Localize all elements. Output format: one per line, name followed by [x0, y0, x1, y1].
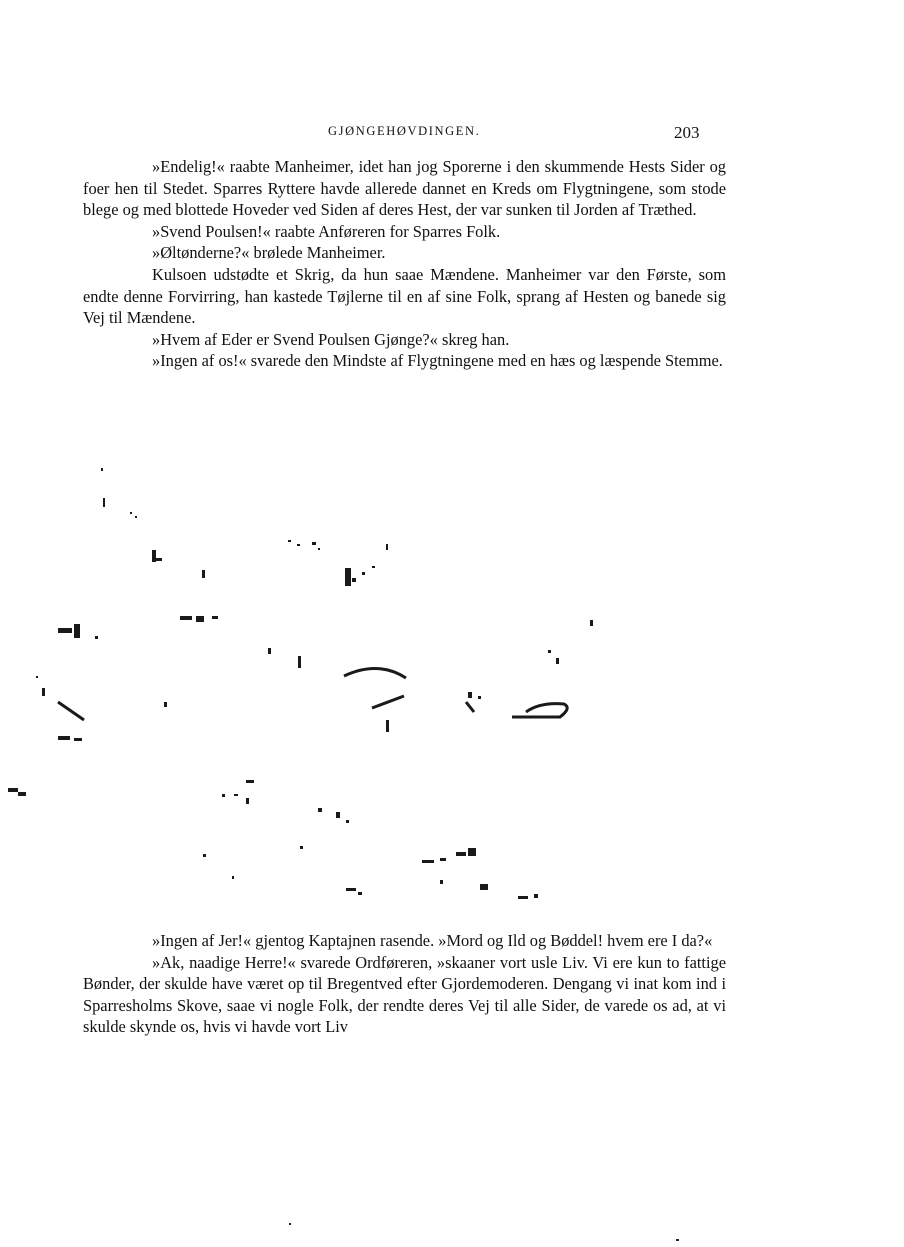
paragraph: »Endelig!« raabte Manheimer, idet han jog Sporerne i den skummende Hests Sider og foer hen til Stedet. Sparres Ryttere havde allerede dannet en Kreds om Flygtningene, som stode blege og med blottede Hoveder ved Siden af deres Hest, der var sunken til Jorden af Træthed.: [83, 157, 726, 220]
faded-illustration: [0, 440, 904, 920]
paragraph: »Hvem af Eder er Svend Poulsen Gjønge?« skreg han.: [152, 329, 510, 349]
paragraph: »Ak, naadige Herre!« svarede Ordføreren, »skaaner vort usle Liv. Vi ere kun to fattige Bønder, der skulde have været op til Bregentved efter Gjordemoderen. Dengang vi inat kom ind i Sparresholms Skove, saae vi nogle Folk, der rendte deres Vej til alle Sider, de varede os ad, at vi skulde skynde os, hvis vi havde vort Liv: [83, 952, 726, 1037]
page-number: 203: [674, 123, 700, 142]
print-speck: [676, 1239, 679, 1241]
paragraph: »Svend Poulsen!« raabte Anføreren for Sparres Folk.: [152, 221, 501, 241]
paragraph: »Ingen af os!« svarede den Mindste af Flygtningene med en hæs og læspende Stemme.: [152, 351, 723, 371]
body-text-bottom: [83, 930, 726, 1038]
paragraph: »Øltønderne?« brølede Manheimer.: [152, 243, 386, 263]
page-header: [0, 124, 904, 144]
paragraph: Kulsoen udstødte et Skrig, da hun saae Mændene. Manheimer var den Første, som endte denne Forvirring, han kastede Tøjlerne til en af sine Folk, sprang af Hesten og banede sig Vej til Mændene.: [83, 264, 726, 328]
running-title: GJØNGEHØVDINGEN.: [328, 124, 481, 138]
body-text-top: [83, 156, 726, 372]
paragraph: »Ingen af Jer!« gjentog Kaptajnen rasende. »Mord og Ild og Bøddel! hvem ere I da?«: [152, 931, 713, 950]
print-speck: [289, 1223, 291, 1225]
